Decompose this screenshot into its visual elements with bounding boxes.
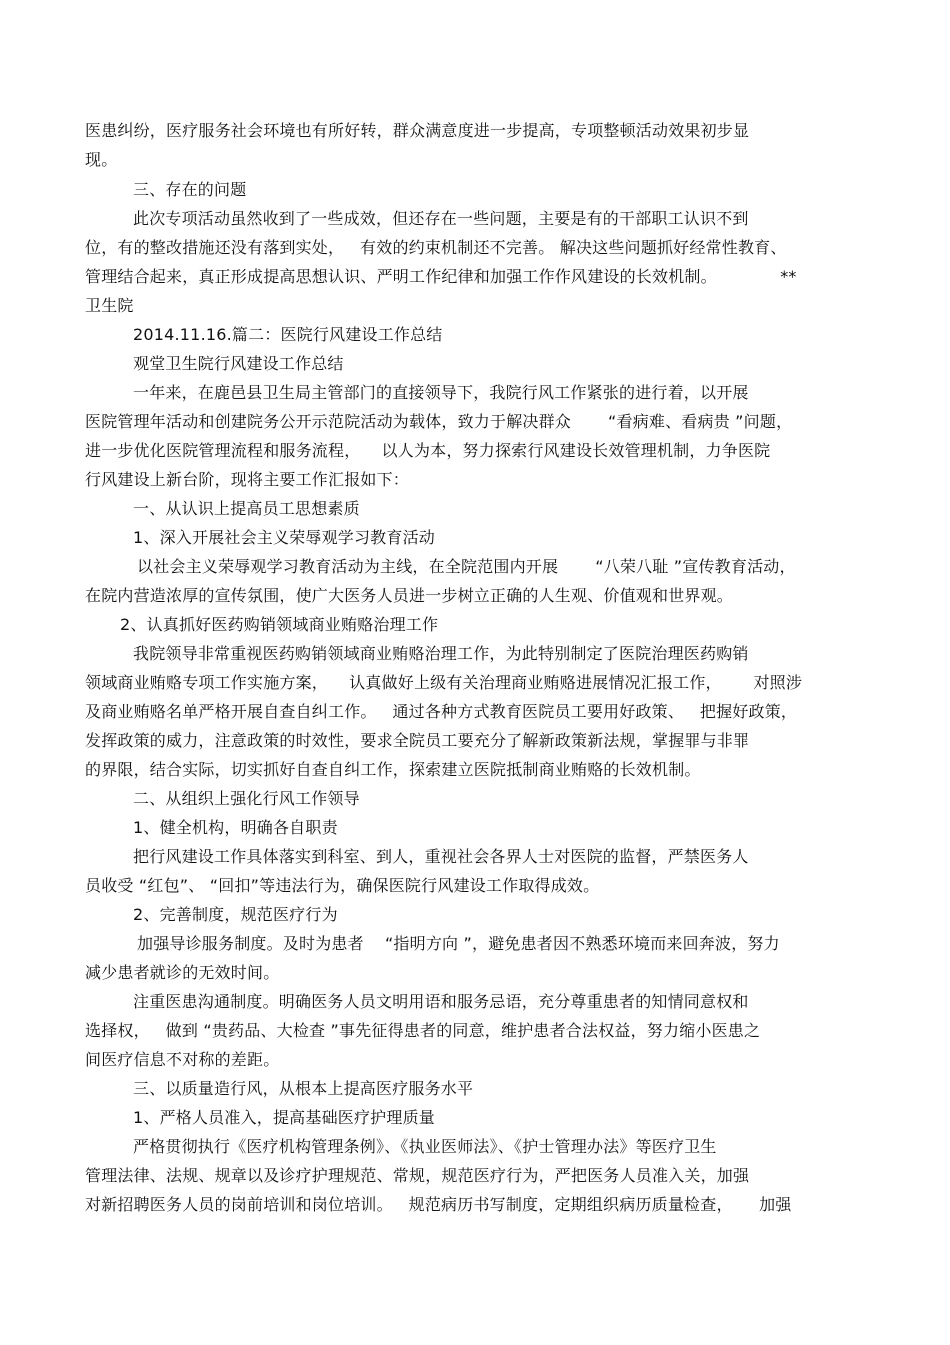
section-heading: 二、从组织上强化行风工作领导	[133, 789, 360, 808]
paragraph-line: 注重医患沟通制度。明确医务人员文明用语和服务忌语，充分尊重患者的知情同意权和	[133, 992, 749, 1011]
section-heading: 三、存在的问题	[133, 180, 247, 199]
paragraph-line: 的界限，结合实际，切实抓好自查自纠工作，探索建立医院抵制商业贿赂的长效机制。	[85, 760, 701, 779]
paragraph-line: 及商业贿赂名单严格开展自查自纠工作。 通过各种方式教育医院员工要用好政策、 把握好政策，	[85, 702, 798, 721]
paragraph-line: 位，有的整改措施还没有落到实处， 有效的约束机制还不完善。 解决这些问题抓好经常性教育、	[85, 238, 787, 257]
subsection-heading: 1、严格人员准入，提高基础医疗护理质量	[133, 1108, 435, 1127]
subsection-heading: 2、完善制度，规范医疗行为	[133, 905, 338, 924]
paragraph-line: 在院内营造浓厚的宣传氛围，使广大医务人员进一步树立正确的人生观、价值观和世界观。	[85, 586, 734, 605]
paragraph-line: 医院管理年活动和创建院务公开示范院活动为载体，致力于解决群众 “看病难、看病贵 ”问题，	[85, 412, 793, 431]
article-title: 观堂卫生院行风建设工作总结	[133, 354, 344, 373]
paragraph-line: 间医疗信息不对称的差距。	[85, 1050, 280, 1069]
subsection-heading: 1、健全机构，明确各自职责	[133, 818, 338, 837]
paragraph-line: 员收受 “红包”、 “回扣”等违法行为，确保医院行风建设工作取得成效。	[85, 876, 600, 895]
paragraph-line: 医患纠纷，医疗服务社会环境也有所好转，群众满意度进一步提高，专项整顿活动效果初步显	[85, 121, 750, 140]
paragraph-line: 选择权， 做到 “贵药品、大检查 ”事先征得患者的同意，维护患者合法权益，努力缩小医患之	[85, 1021, 761, 1040]
paragraph-line: 管理法律、法规、规章以及诊疗护理规范、常规，规范医疗行为，严把医务人员准入关，加强	[85, 1166, 750, 1185]
paragraph-line: 把行风建设工作具体落实到科室、到人，重视社会各界人士对医院的监督，严禁医务人	[133, 847, 749, 866]
paragraph-line: 现。	[85, 150, 118, 169]
paragraph-line: 进一步优化医院管理流程和服务流程， 以人为本，努力探索行风建设长效管理机制，力争医院	[85, 441, 771, 460]
paragraph-line: 对新招聘医务人员的岗前培训和岗位培训。 规范病历书写制度，定期组织病历质量检查， 加强	[85, 1195, 792, 1214]
section-heading: 三、以质量造行风，从根本上提高医疗服务水平	[133, 1079, 474, 1098]
subsection-heading: 1、深入开展社会主义荣辱观学习教育活动	[133, 528, 435, 547]
paragraph-line: 行风建设上新台阶，现将主要工作汇报如下：	[85, 470, 410, 489]
paragraph-line: 领域商业贿赂专项工作实施方案， 认真做好上级有关治理商业贿赂进展情况汇报工作， 对照涉	[85, 673, 803, 692]
article-heading: 2014.11.16.篇二：医院行风建设工作总结	[133, 325, 443, 344]
section-heading: 一、从认识上提高员工思想素质	[133, 499, 360, 518]
paragraph-line: 减少患者就诊的无效时间。	[85, 963, 280, 982]
paragraph-line: 以社会主义荣辱观学习教育活动为主线，在全院范围内开展 “八荣八耻 ”宣传教育活动，	[137, 557, 796, 576]
paragraph-line: 一年来，在鹿邑县卫生局主管部门的直接领导下，我院行风工作紧张的进行着，以开展	[133, 383, 749, 402]
paragraph-line: 严格贯彻执行《医疗机构管理条例》、《执业医师法》、《护士管理办法》等医疗卫生	[133, 1137, 717, 1156]
paragraph-line: 发挥政策的威力，注意政策的时效性，要求全院员工要充分了解新政策新法规，掌握罪与非罪	[85, 731, 750, 750]
paragraph-line: 加强导诊服务制度。及时为患者 “指明方向 ”，避免患者因不熟悉环境而来回奔波，努力	[137, 934, 780, 953]
paragraph-line: 管理结合起来，真正形成提高思想认识、严明工作纪律和加强工作作风建设的长效机制。 **	[85, 267, 797, 286]
paragraph-line: 卫生院	[85, 296, 134, 315]
subsection-heading: 2、认真抓好医药购销领域商业贿赂治理工作	[120, 615, 439, 634]
paragraph-line: 此次专项活动虽然收到了一些成效，但还存在一些问题，主要是有的干部职工认识不到	[133, 209, 749, 228]
paragraph-line: 我院领导非常重视医药购销领域商业贿赂治理工作，为此特别制定了医院治理医药购销	[133, 644, 749, 663]
